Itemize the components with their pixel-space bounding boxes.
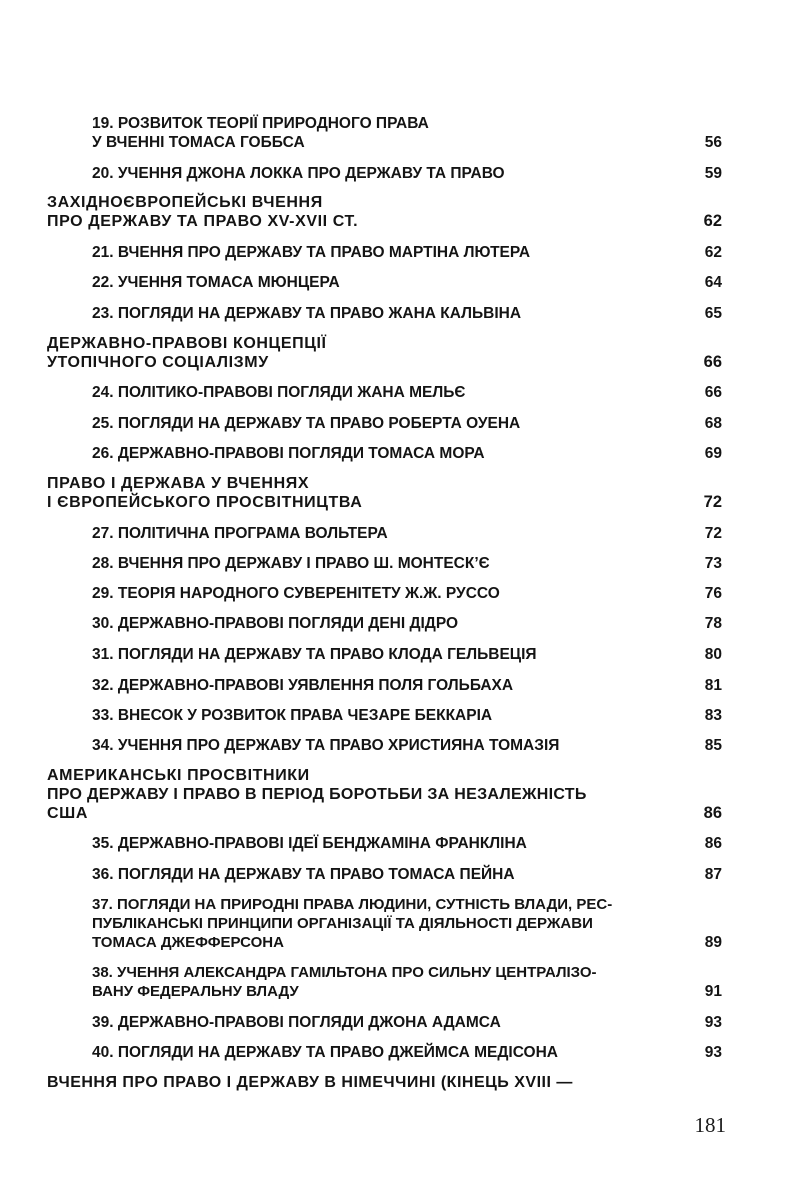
toc-entry-20[interactable] bbox=[92, 164, 722, 183]
toc-section-western-european[interactable] bbox=[47, 193, 722, 231]
toc-entry-25[interactable] bbox=[92, 414, 722, 433]
toc-page-number: 85 bbox=[704, 737, 722, 754]
toc-entry-title: 29. ТЕОРІЯ НАРОДНОГО СУВЕРЕНІТЕТУ Ж.Ж. РУССО bbox=[92, 585, 500, 602]
toc-page-number: 81 bbox=[704, 677, 722, 694]
toc-entry-19[interactable] bbox=[92, 114, 722, 152]
toc-entry-title: 40. ПОГЛЯДИ НА ДЕРЖАВУ ТА ПРАВО ДЖЕЙМСА МЕДІСОНА bbox=[92, 1044, 558, 1061]
toc-section-title: ВЧЕННЯ ПРО ПРАВО І ДЕРЖАВУ В НІМЕЧЧИНІ (КІНЕЦЬ XVIII — bbox=[47, 1074, 573, 1091]
toc-entry-title: 28. ВЧЕННЯ ПРО ДЕРЖАВУ І ПРАВО Ш. МОНТЕСК’Є bbox=[92, 555, 490, 572]
toc-entry-title: 21. ВЧЕННЯ ПРО ДЕРЖАВУ ТА ПРАВО МАРТІНА ЛЮТЕРА bbox=[92, 244, 531, 261]
toc-page-number: 62 bbox=[703, 212, 722, 230]
toc-entry-title: 20. УЧЕННЯ ДЖОНА ЛОККА ПРО ДЕРЖАВУ ТА ПРАВО bbox=[92, 165, 505, 182]
toc-section-title: ДЕРЖАВНО-ПРАВОВІ КОНЦЕПЦІЇ УТОПІЧНОГО СОЦІАЛІЗМУ bbox=[47, 335, 327, 371]
toc-page-number: 73 bbox=[704, 555, 722, 572]
toc-page-number: 76 bbox=[704, 585, 722, 602]
toc-page-number: 87 bbox=[704, 866, 722, 883]
toc-entry-29[interactable] bbox=[92, 584, 722, 603]
toc-page-number: 64 bbox=[704, 274, 722, 291]
toc-page-number: 66 bbox=[704, 384, 722, 401]
toc-page-number: 69 bbox=[704, 445, 722, 462]
toc-entry-27[interactable] bbox=[92, 524, 722, 543]
toc-entry-title: 34. УЧЕННЯ ПРО ДЕРЖАВУ ТА ПРАВО ХРИСТИЯНА ТОМАЗІЯ bbox=[92, 737, 560, 754]
toc-entry-title: 39. ДЕРЖАВНО-ПРАВОВІ ПОГЛЯДИ ДЖОНА АДАМСА bbox=[92, 1014, 501, 1031]
toc-entry-title: 26. ДЕРЖАВНО-ПРАВОВІ ПОГЛЯДИ ТОМАСА МОРА bbox=[92, 445, 485, 462]
toc-entry-21[interactable] bbox=[92, 243, 722, 262]
toc-page-number: 72 bbox=[703, 493, 722, 511]
toc-entry-40[interactable] bbox=[92, 1043, 722, 1062]
toc-entry-28[interactable] bbox=[92, 554, 722, 573]
toc-page-number: 59 bbox=[704, 165, 722, 182]
toc-page-number: 66 bbox=[703, 353, 722, 371]
toc-page-number: 80 bbox=[704, 646, 722, 663]
toc-section-title: АМЕРИКАНСЬКІ ПРОСВІТНИКИ ПРО ДЕРЖАВУ І ПРАВО В ПЕРІОД БОРОТЬБИ ЗА НЕЗАЛЕЖНІСТЬ США bbox=[47, 767, 587, 822]
toc-page-number: 72 bbox=[704, 525, 722, 542]
toc-entry-38[interactable] bbox=[92, 963, 726, 1001]
toc-entry-title: 37. ПОГЛЯДИ НА ПРИРОДНІ ПРАВА ЛЮДИНИ, СУТНІСТЬ ВЛАДИ, РЕС- ПУБЛІКАНСЬКІ ПРИНЦИПИ ОРГАНІЗАЦІЇ ТА ДІЯЛЬНОСТІ ДЕРЖАВИ ТОМАСА ДЖЕФФЕРСОНА bbox=[92, 896, 613, 951]
toc-entry-30[interactable] bbox=[92, 614, 722, 633]
toc-entry-title: 36. ПОГЛЯДИ НА ДЕРЖАВУ ТА ПРАВО ТОМАСА ПЕЙНА bbox=[92, 866, 515, 883]
toc-section-title: ПРАВО І ДЕРЖАВА У ВЧЕННЯХ І ЄВРОПЕЙСЬКОГО ПРОСВІТНИЦТВА bbox=[47, 475, 363, 511]
toc-entry-title: 32. ДЕРЖАВНО-ПРАВОВІ УЯВЛЕННЯ ПОЛЯ ГОЛЬБАХА bbox=[92, 677, 514, 694]
toc-page-number: 65 bbox=[704, 305, 722, 322]
toc-section-germany[interactable] bbox=[47, 1073, 732, 1092]
toc-entry-title: 19. РОЗВИТОК ТЕОРІЇ ПРИРОДНОГО ПРАВА У ВЧЕННІ ТОМАСА ГОББСА bbox=[92, 115, 429, 151]
toc-entry-title: 35. ДЕРЖАВНО-ПРАВОВІ ІДЕЇ БЕНДЖАМІНА ФРАНКЛІНА bbox=[92, 835, 527, 852]
toc-section-title: ЗАХІДНОЄВРОПЕЙСЬКІ ВЧЕННЯ ПРО ДЕРЖАВУ ТА ПРАВО XV-XVII СТ. bbox=[47, 194, 359, 230]
toc-entry-24[interactable] bbox=[92, 383, 722, 402]
toc-entry-title: 33. ВНЕСОК У РОЗВИТОК ПРАВА ЧЕЗАРЕ БЕККАРІА bbox=[92, 707, 493, 724]
toc-page-number: 91 bbox=[704, 983, 722, 1000]
toc-entry-title: 24. ПОЛІТИКО-ПРАВОВІ ПОГЛЯДИ ЖАНА МЕЛЬЄ bbox=[92, 384, 466, 401]
toc-entry-32[interactable] bbox=[92, 676, 722, 695]
toc-page-number: 93 bbox=[704, 1014, 722, 1031]
toc-page-number: 93 bbox=[704, 1044, 722, 1061]
toc-page-number: 89 bbox=[704, 934, 722, 951]
toc-page-number: 62 bbox=[704, 244, 722, 261]
toc-entry-34[interactable] bbox=[92, 736, 722, 755]
page-number: 181 bbox=[694, 1113, 726, 1137]
toc-section-utopian-socialism[interactable] bbox=[47, 334, 722, 372]
toc-entry-title: 25. ПОГЛЯДИ НА ДЕРЖАВУ ТА ПРАВО РОБЕРТА ОУЕНА bbox=[92, 415, 521, 432]
toc-entry-title: 22. УЧЕННЯ ТОМАСА МЮНЦЕРА bbox=[92, 274, 340, 291]
toc-page-number: 86 bbox=[703, 804, 722, 822]
toc-entry-36[interactable] bbox=[92, 865, 722, 884]
toc-section-american-enlighteners[interactable] bbox=[47, 766, 722, 823]
toc-page-number: 78 bbox=[704, 615, 722, 632]
toc-entry-title: 23. ПОГЛЯДИ НА ДЕРЖАВУ ТА ПРАВО ЖАНА КАЛЬВІНА bbox=[92, 305, 522, 322]
toc-entry-35[interactable] bbox=[92, 834, 722, 853]
toc-page-number: 83 bbox=[704, 707, 722, 724]
toc-entry-39[interactable] bbox=[92, 1013, 722, 1032]
toc-entry-33[interactable] bbox=[92, 706, 722, 725]
toc-entry-37[interactable] bbox=[92, 895, 726, 952]
toc-page-number: 56 bbox=[704, 134, 722, 151]
toc-entry-31[interactable] bbox=[92, 645, 722, 664]
toc-section-enlightenment[interactable] bbox=[47, 474, 722, 512]
toc-entry-23[interactable] bbox=[92, 304, 722, 323]
toc-page-number: 68 bbox=[704, 415, 722, 432]
toc-entry-title: 30. ДЕРЖАВНО-ПРАВОВІ ПОГЛЯДИ ДЕНІ ДІДРО bbox=[92, 615, 459, 632]
toc-entry-title: 38. УЧЕННЯ АЛЕКСАНДРА ГАМІЛЬТОНА ПРО СИЛЬНУ ЦЕНТРАЛІЗО- ВАНУ ФЕДЕРАЛЬНУ ВЛАДУ bbox=[92, 964, 597, 1000]
toc-entry-title: 31. ПОГЛЯДИ НА ДЕРЖАВУ ТА ПРАВО КЛОДА ГЕЛЬВЕЦІЯ bbox=[92, 646, 537, 663]
toc-entry-26[interactable] bbox=[92, 444, 722, 463]
toc-entry-title: 27. ПОЛІТИЧНА ПРОГРАМА ВОЛЬТЕРА bbox=[92, 525, 388, 542]
toc-page-number: 86 bbox=[704, 835, 722, 852]
toc-entry-22[interactable] bbox=[92, 273, 722, 292]
